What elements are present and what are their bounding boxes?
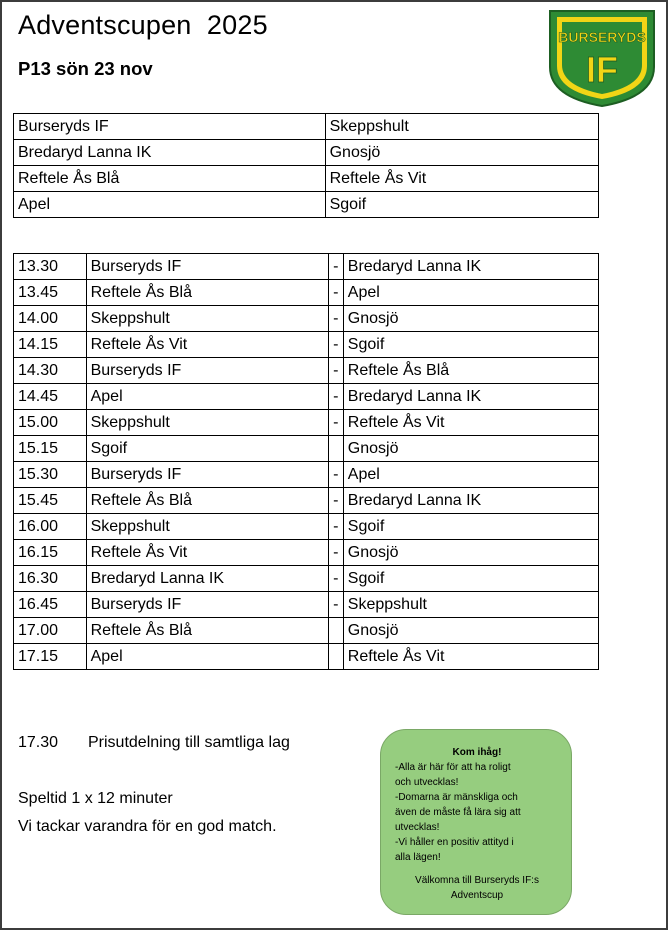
page-title: Adventscupen 2025 bbox=[18, 10, 268, 40]
schedule-table bbox=[13, 253, 599, 670]
game-duration-text: Speltid 1 x 12 minuter bbox=[18, 790, 173, 807]
away-team-cell: Reftele Ås Vit bbox=[343, 644, 598, 670]
match-row bbox=[14, 644, 599, 670]
match-time-cell: 15.15 bbox=[14, 436, 87, 462]
team-cell: Reftele Ås Vit bbox=[325, 166, 598, 192]
note-line: -Vi håller en positiv attityd i bbox=[395, 837, 514, 848]
note-line: och utvecklas! bbox=[395, 777, 459, 788]
match-row bbox=[14, 306, 599, 332]
separator-cell: - bbox=[328, 592, 343, 618]
away-team-cell: Apel bbox=[343, 280, 598, 306]
match-row bbox=[14, 332, 599, 358]
home-team-cell: Burseryds IF bbox=[86, 358, 328, 384]
note-line: utvecklas! bbox=[395, 822, 440, 833]
separator-cell: - bbox=[328, 384, 343, 410]
team-row bbox=[14, 140, 599, 166]
match-time-cell: 16.00 bbox=[14, 514, 87, 540]
separator-cell: - bbox=[328, 566, 343, 592]
away-team-cell: Gnosjö bbox=[343, 306, 598, 332]
home-team-cell: Apel bbox=[86, 644, 328, 670]
team-cell: Reftele Ås Blå bbox=[14, 166, 326, 192]
match-row bbox=[14, 540, 599, 566]
match-row bbox=[14, 358, 599, 384]
away-team-cell: Sgoif bbox=[343, 566, 598, 592]
match-time-cell: 14.15 bbox=[14, 332, 87, 358]
match-time-cell: 17.15 bbox=[14, 644, 87, 670]
match-time-cell: 14.30 bbox=[14, 358, 87, 384]
match-time-cell: 16.30 bbox=[14, 566, 87, 592]
separator-cell bbox=[328, 436, 343, 462]
team-cell: Sgoif bbox=[325, 192, 598, 218]
match-row bbox=[14, 436, 599, 462]
team-cell: Apel bbox=[14, 192, 326, 218]
match-time-cell: 14.45 bbox=[14, 384, 87, 410]
home-team-cell: Reftele Ås Blå bbox=[86, 618, 328, 644]
away-team-cell: Gnosjö bbox=[343, 618, 598, 644]
separator-cell: - bbox=[328, 410, 343, 436]
match-time-cell: 16.45 bbox=[14, 592, 87, 618]
away-team-cell: Skeppshult bbox=[343, 592, 598, 618]
home-team-cell: Reftele Ås Blå bbox=[86, 280, 328, 306]
reminder-note bbox=[380, 729, 572, 915]
home-team-cell: Skeppshult bbox=[86, 514, 328, 540]
separator-cell: - bbox=[328, 332, 343, 358]
separator-cell bbox=[328, 644, 343, 670]
home-team-cell: Skeppshult bbox=[86, 410, 328, 436]
match-time-cell: 13.45 bbox=[14, 280, 87, 306]
match-row bbox=[14, 592, 599, 618]
away-team-cell: Gnosjö bbox=[343, 540, 598, 566]
separator-cell: - bbox=[328, 254, 343, 280]
club-logo bbox=[546, 5, 658, 109]
club-crest-icon bbox=[546, 5, 658, 109]
match-row bbox=[14, 384, 599, 410]
note-lines bbox=[395, 760, 559, 865]
match-row bbox=[14, 410, 599, 436]
match-time-cell: 13.30 bbox=[14, 254, 87, 280]
note-line: -Domarna är mänskliga och bbox=[395, 792, 518, 803]
note-heading: Kom ihåg! bbox=[452, 747, 502, 758]
team-cell: Skeppshult bbox=[325, 114, 598, 140]
home-team-cell: Reftele Ås Vit bbox=[86, 540, 328, 566]
team-cell: Bredaryd Lanna IK bbox=[14, 140, 326, 166]
note-footer-line: Välkomna till Burseryds IF:s bbox=[415, 875, 539, 886]
separator-cell: - bbox=[328, 306, 343, 332]
note-footer-line: Adventscup bbox=[450, 890, 504, 901]
note-line: alla lägen! bbox=[395, 852, 441, 863]
match-row bbox=[14, 566, 599, 592]
away-team-cell: Reftele Ås Vit bbox=[343, 410, 598, 436]
separator-cell: - bbox=[328, 280, 343, 306]
match-time-cell: 15.45 bbox=[14, 488, 87, 514]
note-line: -Alla är här för att ha roligt bbox=[395, 762, 511, 773]
separator-cell: - bbox=[328, 488, 343, 514]
team-row bbox=[14, 114, 599, 140]
home-team-cell: Burseryds IF bbox=[86, 592, 328, 618]
match-time-cell: 14.00 bbox=[14, 306, 87, 332]
prize-text: Prisutdelning till samtliga lag bbox=[88, 734, 290, 751]
away-team-cell: Reftele Ås Blå bbox=[343, 358, 598, 384]
away-team-cell: Sgoif bbox=[343, 332, 598, 358]
match-row bbox=[14, 618, 599, 644]
svg-text:BURSERYDS: BURSERYDS bbox=[558, 29, 646, 45]
separator-cell bbox=[328, 618, 343, 644]
page-subtitle: P13 sön 23 nov bbox=[18, 58, 153, 79]
match-time-cell: 15.30 bbox=[14, 462, 87, 488]
team-cell: Gnosjö bbox=[325, 140, 598, 166]
home-team-cell: Burseryds IF bbox=[86, 462, 328, 488]
separator-cell: - bbox=[328, 358, 343, 384]
away-team-cell: Apel bbox=[343, 462, 598, 488]
match-row bbox=[14, 514, 599, 540]
away-team-cell: Bredaryd Lanna IK bbox=[343, 384, 598, 410]
home-team-cell: Sgoif bbox=[86, 436, 328, 462]
home-team-cell: Apel bbox=[86, 384, 328, 410]
note-line: även de måste få lära sig att bbox=[395, 807, 521, 818]
match-row bbox=[14, 462, 599, 488]
team-row bbox=[14, 192, 599, 218]
teams-table bbox=[13, 113, 599, 218]
match-time-cell: 16.15 bbox=[14, 540, 87, 566]
match-row bbox=[14, 488, 599, 514]
team-cell: Burseryds IF bbox=[14, 114, 326, 140]
away-team-cell: Bredaryd Lanna IK bbox=[343, 254, 598, 280]
prize-time: 17.30 bbox=[18, 734, 59, 751]
home-team-cell: Skeppshult bbox=[86, 306, 328, 332]
separator-cell: - bbox=[328, 462, 343, 488]
thanks-text: Vi tackar varandra för en god match. bbox=[18, 818, 277, 835]
home-team-cell: Bredaryd Lanna IK bbox=[86, 566, 328, 592]
away-team-cell: Gnosjö bbox=[343, 436, 598, 462]
away-team-cell: Sgoif bbox=[343, 514, 598, 540]
match-row bbox=[14, 280, 599, 306]
home-team-cell: Reftele Ås Vit bbox=[86, 332, 328, 358]
away-team-cell: Bredaryd Lanna IK bbox=[343, 488, 598, 514]
match-time-cell: 17.00 bbox=[14, 618, 87, 644]
home-team-cell: Burseryds IF bbox=[86, 254, 328, 280]
match-time-cell: 15.00 bbox=[14, 410, 87, 436]
separator-cell: - bbox=[328, 540, 343, 566]
home-team-cell: Reftele Ås Blå bbox=[86, 488, 328, 514]
separator-cell: - bbox=[328, 514, 343, 540]
match-row bbox=[14, 254, 599, 280]
svg-text:IF: IF bbox=[586, 49, 618, 90]
note-footer bbox=[395, 873, 559, 903]
team-row bbox=[14, 166, 599, 192]
